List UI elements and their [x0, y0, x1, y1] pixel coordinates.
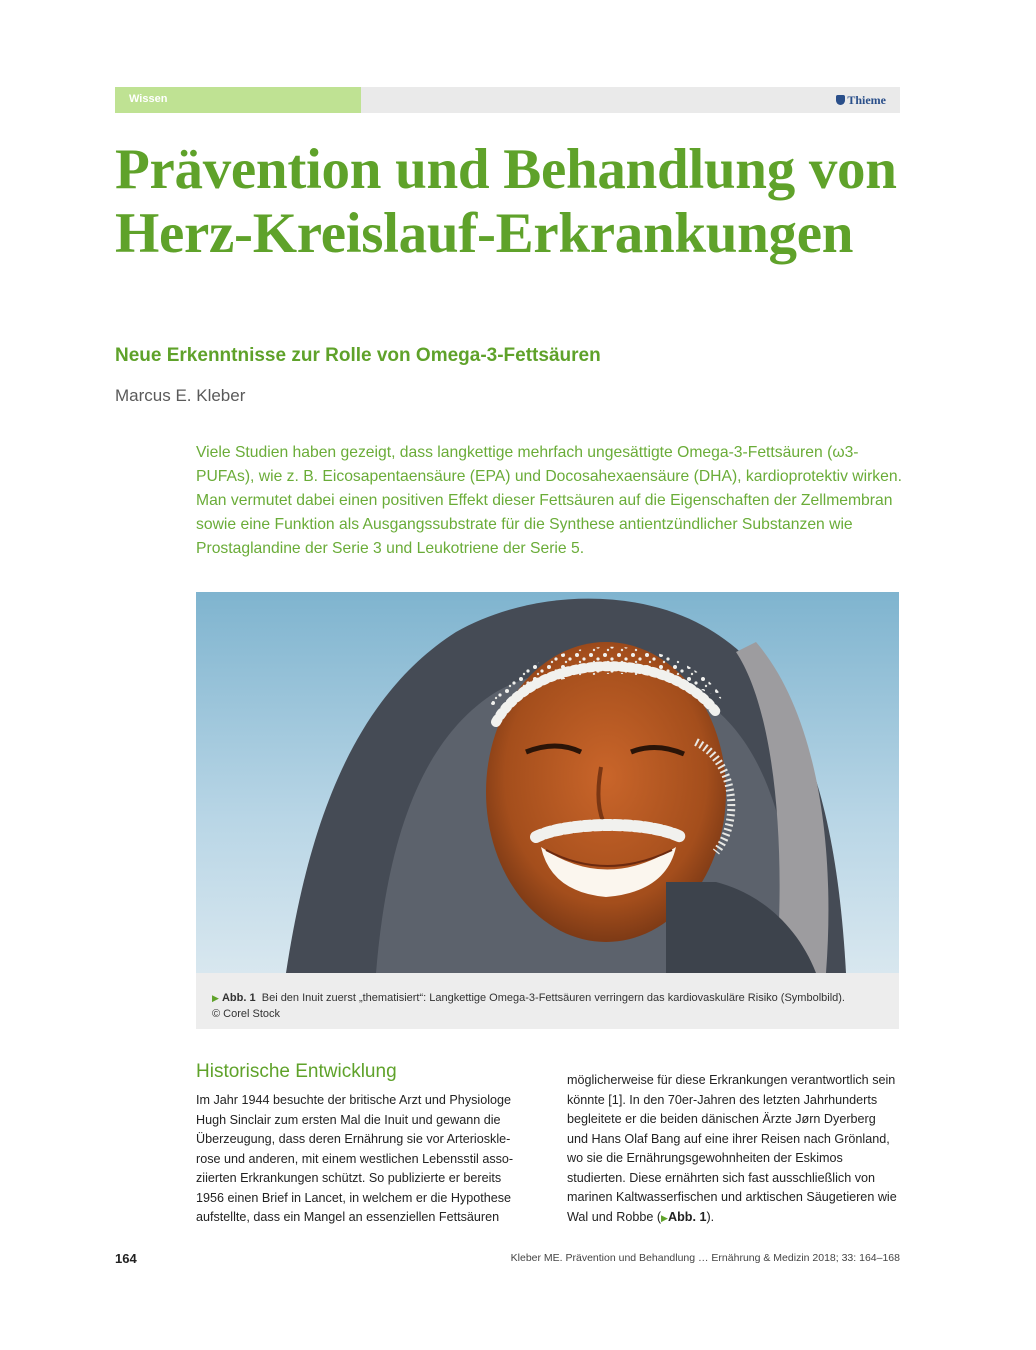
figure-caption — [196, 973, 899, 1029]
figure-caption-text: Bei den Inuit zuerst „thematisiert“: Langkettige Omega-3-Fettsäuren verringern das kardiovaskuläre Risiko (Symbolbild). — [261, 992, 845, 1004]
figure-label: Abb. 1 — [221, 992, 256, 1004]
section-heading: Historische Entwicklung — [196, 1061, 397, 1082]
author: Marcus E. Kleber — [115, 386, 246, 405]
figure-photo — [196, 592, 899, 973]
thieme-shield-icon — [836, 95, 845, 105]
body-right-end: ). — [706, 1209, 715, 1224]
article-title: Prävention und Behandlung von Herz-Kreislauf-Erkrankungen — [115, 138, 897, 265]
body-column-left: Im Jahr 1944 besuchte der britische Arzt und Physiologe Hugh Sinclair zum ersten Mal die Inuit und gewann die Überzeugung, dass deren Ernährung sie vor Arteriosklerose und anderen, mit einem westlichen Lebensstil assoziierten Erkrankungen schützt. So publizierte er bereits 1956 einen Brief in Lancet, in welchem er die Hypothese aufstellte, dass ein Mangel an essenziellen Fettsäuren — [196, 1093, 514, 1224]
figure-reference-link[interactable]: Abb. 1 — [667, 1209, 707, 1224]
body-column-right — [567, 1071, 900, 1228]
body-right-text: möglicherweise für diese Erkrankungen verantwortlich sein könnte [1]. In den 70er-Jahren des letzten Jahrhunderts begleitete er die beiden dänischen Ärzte Jørn Dyerberg und Hans Olaf Bang auf eine ihrer Reisen nach Grönland, wo sie die Ernährungsgewohnheiten der Eskimos studierten. Diese ernährten sich fast ausschließlich von marinen Kaltwasserfischen und arktischen Säugetieren wie Wal und Robbe ( — [567, 1073, 897, 1224]
publisher-name: Thieme — [847, 93, 886, 107]
header-bar — [115, 87, 900, 113]
section-tab: Wissen — [115, 87, 361, 113]
footer-citation: Kleber ME. Prävention und Behandlung … Ernährung & Medizin 2018; 33: 164–168 — [510, 1252, 900, 1264]
reference-arrow-icon: ▶ — [661, 1212, 668, 1223]
abstract: Viele Studien haben gezeigt, dass langkettige mehrfach ungesättigte Omega-3-Fettsäuren (ω3-PUFAs), wie z. B. Eicosapentaensäure (EPA) und Docosahexaensäure (DHA), kardioprotektiv wirken. Man vermutet dabei einen positiven Effekt dieser Fettsäuren auf die Eigenschaften der Zellmembran sowie eine Funktion als Ausgangssubstrate für die Synthese antientzündlicher Substanzen wie Prostaglandine der Serie 3 und Leukotriene der Serie 5. — [196, 444, 902, 557]
page-number: 164 — [115, 1251, 137, 1266]
inuit-portrait-image — [196, 592, 899, 973]
article-subtitle: Neue Erkenntnisse zur Rolle von Omega-3-Fettsäuren — [115, 345, 601, 366]
figure-credit: © Corel Stock — [212, 1008, 281, 1020]
caption-arrow-icon: ▶ — [212, 993, 219, 1003]
publisher-logo — [836, 87, 886, 113]
